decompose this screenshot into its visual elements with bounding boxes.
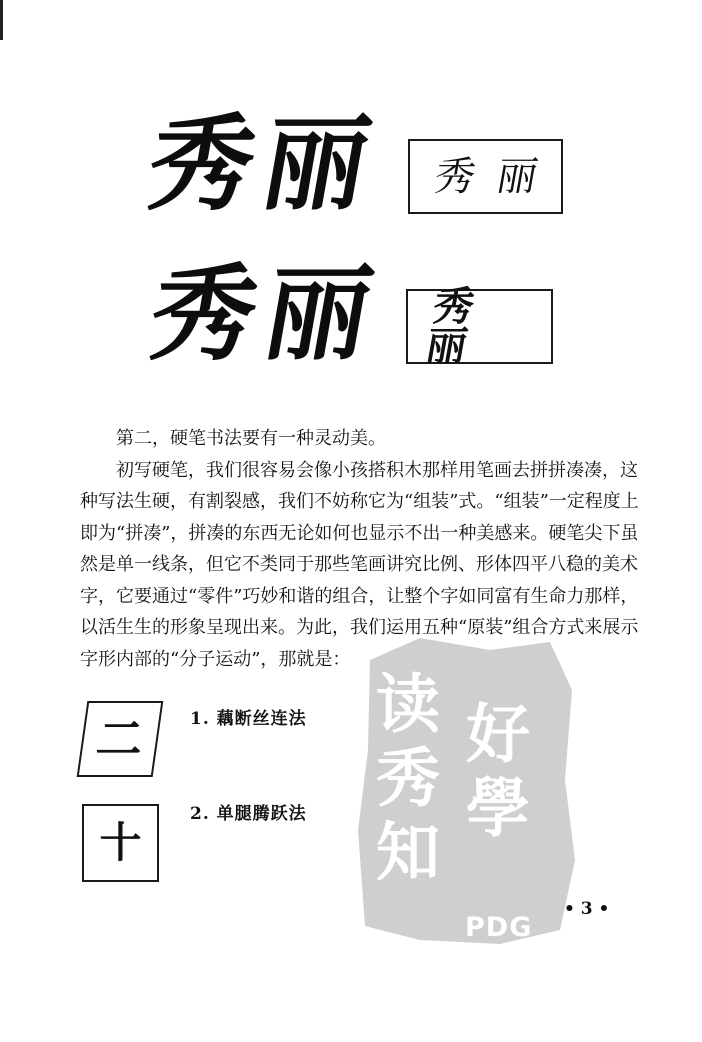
watermark-seal-chars-left: 读秀知 <box>365 670 440 892</box>
calligraphy-boxed-text-2: 秀丽 <box>422 282 500 370</box>
calligraphy-boxed-text-1: 秀丽 <box>430 153 563 200</box>
method-sample-box-1 <box>77 701 164 777</box>
calligraphy-large-sample-1: 秀丽 <box>139 102 389 225</box>
calligraphy-large-sample-2: 秀丽 <box>141 252 391 375</box>
method-label-1: 1. 藕断丝连法 <box>190 709 307 729</box>
method-sample-char-1: 二 <box>93 712 147 766</box>
method-label-2: 2. 单腿腾跃法 <box>190 804 307 824</box>
heading-line: 第二，硬笔书法要有一种灵动美。 <box>116 428 386 449</box>
page-number: • 3 • <box>564 899 610 919</box>
calligraphy-boxed-sample-2 <box>406 282 553 370</box>
method-sample-char-2: 十 <box>99 818 142 867</box>
calligraphy-boxed-sample-1 <box>408 139 563 214</box>
main-paragraph: 初写硬笔，我们很容易会像小孩搭积木那样用笔画去拼拼凑凑，这种写法生硬，有割裂感，我们不妨称它为“组装”式。“组装”一定程度上即为“拼凑”，拼凑的东西无论如何也显示不出一种美感来。硬笔尖下虽然是单一线条，但它不类同于那些笔画讲究比例、形体四平八稳的美术字，它要通过“零件”巧妙和谐的组合，让整个字如同富有生命力那样，以活生生的形象呈现出来。为此，我们运用五种“原装”组合方式来展示字形内部的“分子运动”，那就是： <box>80 459 639 670</box>
watermark-seal-chars-right: 好學 <box>455 700 530 848</box>
method-sample-box-2 <box>82 804 159 882</box>
page-edge-mark <box>0 0 3 40</box>
watermark-seal <box>350 630 580 950</box>
watermark-logo: PDG <box>465 912 533 943</box>
